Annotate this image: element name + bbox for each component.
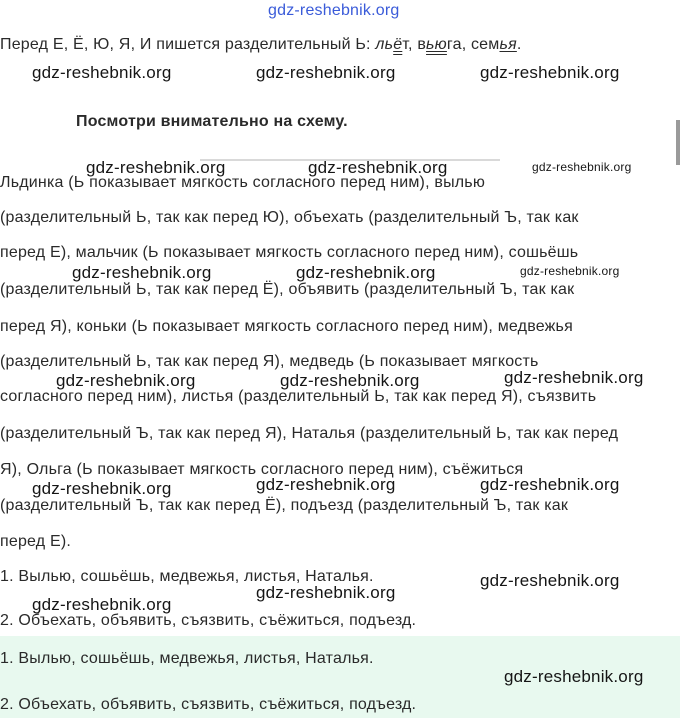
explanation-line: (разделительный Ъ, так как перед Ё), подъезд (разделительный Ъ, так как [0,497,569,514]
watermark: gdz-reshebnik.org [256,583,396,602]
watermark: gdz-reshebnik.org [32,63,172,82]
watermark: gdz-reshebnik.org [86,158,226,177]
watermark: gdz-reshebnik.org [532,160,632,174]
explanation-line: (разделительный Ъ, так как перед Я), Наталья (разделительный Ь, так как перед [0,425,619,442]
rule-text [0,36,522,54]
answer-item: 2. Объехать, объявить, съязвить, съёжиться, подъезд. [0,696,417,713]
watermark: gdz-reshebnik.org [520,264,620,278]
explanation-line: Льдинка (Ь показывает мягкость согласного перед ним), вылью [0,174,486,191]
explanation-line: (разделительный Ь, так как перед Ю), объехать (разделительный Ъ, так как [0,209,579,226]
example-1-prefix: ль [375,36,394,53]
task-title: Посмотри внимательно на схему. [76,113,348,130]
explanation-line: перед Е). [0,533,72,550]
rule-intro: Перед Е, Ё, Ю, Я, И пишется разделительный Ь: [0,36,376,53]
watermark: gdz-reshebnik.org [72,263,212,282]
watermark: gdz-reshebnik.org [308,158,448,177]
watermark: gdz-reshebnik.org [504,667,644,686]
watermark: gdz-reshebnik.org [256,475,396,494]
watermark: gdz-reshebnik.org [504,368,644,387]
example-2-letters: ью [426,36,447,53]
explanation-line: Я), Ольга (Ь показывает мягкость согласного перед ним), съёжиться [0,461,524,478]
answer-item: 1. Вылью, сошьёшь, медвежья, листья, Наталья. [0,650,374,667]
watermark: gdz-reshebnik.org [32,479,172,498]
watermark: gdz-reshebnik.org [32,595,172,614]
watermark: gdz-reshebnik.org [480,475,620,494]
example-sep-1: т, в [402,36,427,53]
list-item: 1. Вылью, сошьёшь, медвежья, листья, Наталья. [0,568,374,585]
watermark: gdz-reshebnik.org [280,371,420,390]
explanation-line: (разделительный Ь, так как перед Я), медведь (Ь показывает мягкость [0,353,539,370]
scrollbar-track[interactable] [676,120,680,165]
example-1-vowel: ё [393,36,403,53]
rule-end: . [516,36,522,53]
explanation-line: перед Е), мальчик (Ь показывает мягкость согласного перед ним), сошьёшь [0,244,579,261]
example-3-letters: ья [499,36,517,53]
explanation-line: согласного перед ним), листья (разделительный Ь, так как перед Я), съязвить [0,388,597,405]
watermark: gdz-reshebnik.org [256,63,396,82]
watermark: gdz-reshebnik.org [296,263,436,282]
watermark: gdz-reshebnik.org [56,371,196,390]
watermark-top: gdz-reshebnik.org [268,2,400,19]
explanation-line: перед Я), коньки (Ь показывает мягкость согласного перед ним), медвежья [0,318,573,335]
watermark: gdz-reshebnik.org [480,571,620,590]
example-sep-2: га, сем [446,36,500,53]
watermark: gdz-reshebnik.org [480,63,620,82]
explanation-line: (разделительный Ь, так как перед Ё), объявить (разделительный Ъ, так как [0,281,575,298]
list-item: 2. Объехать, объявить, съязвить, съёжиться, подъезд. [0,612,417,629]
